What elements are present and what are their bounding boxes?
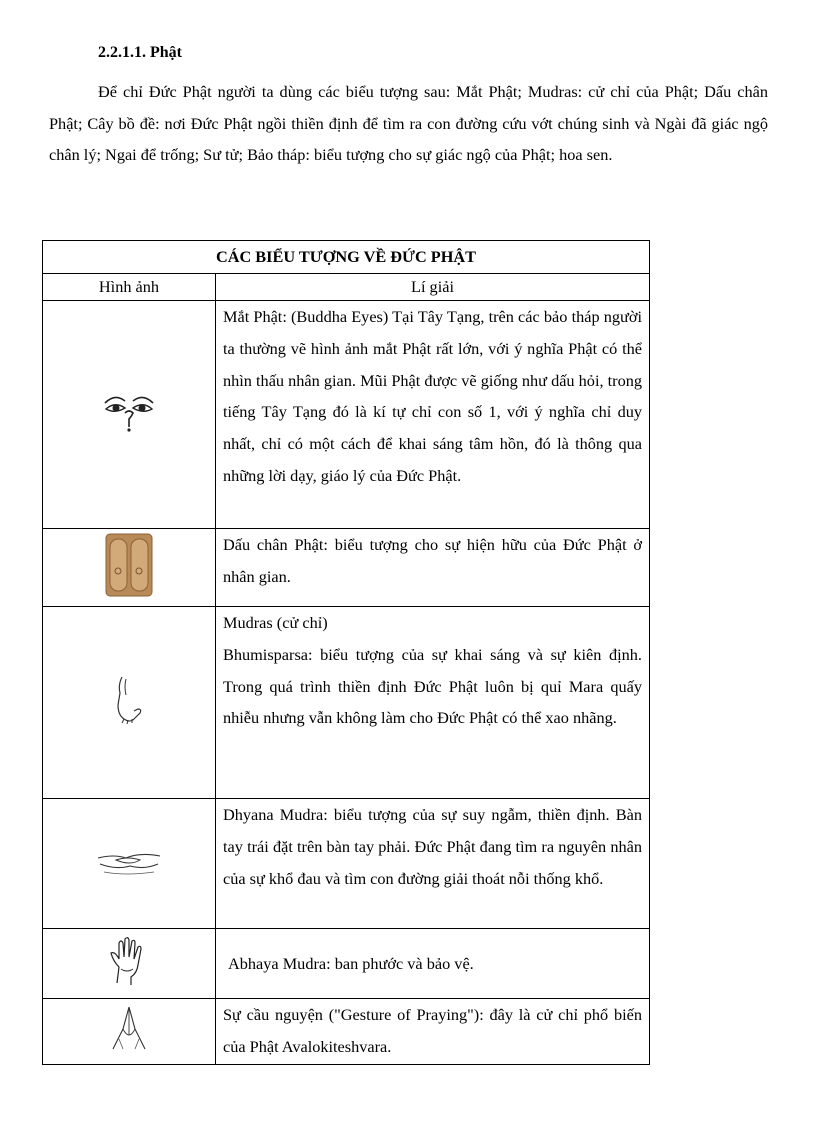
table-header-row bbox=[43, 274, 650, 301]
intro-paragraph: Để chỉ Đức Phật người ta dùng các biểu tượng sau: Mắt Phật; Mudras: cử chỉ của Phật; Dấu chân Phật; Cây bồ đề: nơi Đức Phật ngồi thiền định để tìm ra con đường cứu vớt chúng sinh và Ngài đã giác ngộ chân lý; Ngai để trống; Sư tử; Bảo tháp: biểu tượng cho sự giác ngộ của Phật; hoa sen. bbox=[49, 82, 768, 164]
table-caption: CÁC BIỂU TƯỢNG VỀ ĐỨC PHẬT bbox=[43, 241, 650, 274]
table-row bbox=[43, 999, 650, 1065]
dhyana-hands-icon bbox=[96, 844, 162, 878]
symbols-table bbox=[42, 240, 650, 1065]
praying-hands-icon bbox=[109, 1005, 149, 1053]
table-row bbox=[43, 607, 650, 799]
buddha-footprint-icon bbox=[105, 533, 153, 597]
section-heading: 2.2.1.1. Phật bbox=[98, 44, 182, 61]
table-row bbox=[43, 929, 650, 999]
row-explanation: Bhumisparsa: biểu tượng của sự khai sáng và sự kiên định. Trong quá trình thiền định Đức Phật luôn bị quỉ Mara quấy nhiễu nhưng vẫn không làm cho Đức Phật có thể xao nhãng. bbox=[223, 644, 642, 728]
table-row bbox=[43, 301, 650, 529]
bhumisparsa-hand-icon bbox=[112, 675, 146, 725]
table-row bbox=[43, 799, 650, 929]
header-explanation: Lí giải bbox=[216, 274, 650, 301]
row-explanation: Dhyana Mudra: biểu tượng của sự suy ngẫm, thiền định. Bàn tay trái đặt trên bàn tay phải. Đức Phật đang tìm ra nguyên nhân của sự khổ đau và tìm con đường giải thoát nỗi thống khổ. bbox=[216, 799, 650, 929]
row-explanation: Dấu chân Phật: biểu tượng cho sự hiện hữu của Đức Phật ở nhân gian. bbox=[216, 529, 650, 607]
abhaya-hand-icon bbox=[105, 933, 153, 989]
row-title: Mudras (cử chỉ) bbox=[223, 613, 328, 632]
row-explanation: Abhaya Mudra: ban phước và bảo vệ. bbox=[216, 929, 650, 999]
header-image: Hình ảnh bbox=[43, 274, 216, 301]
row-explanation: Sự cầu nguyện ("Gesture of Praying"): đây là cử chỉ phổ biến của Phật Avalokiteshvara. bbox=[216, 999, 650, 1065]
table-row bbox=[43, 529, 650, 607]
buddha-eyes-icon bbox=[101, 389, 157, 435]
row-explanation: Mắt Phật: (Buddha Eyes) Tại Tây Tạng, trên các bảo tháp người ta thường vẽ hình ảnh mắt Phật rất lớn, với ý nghĩa Phật có thể nhìn thấu nhân gian. Mũi Phật được vẽ giống như dấu hỏi, trong tiếng Tây Tạng đó là kí tự chỉ con số 1, với ý nghĩa chỉ duy nhất, chỉ có một cách để khai sáng tâm hồn, đó là thông qua những lời dạy, giáo lý của Đức Phật. bbox=[216, 301, 650, 529]
